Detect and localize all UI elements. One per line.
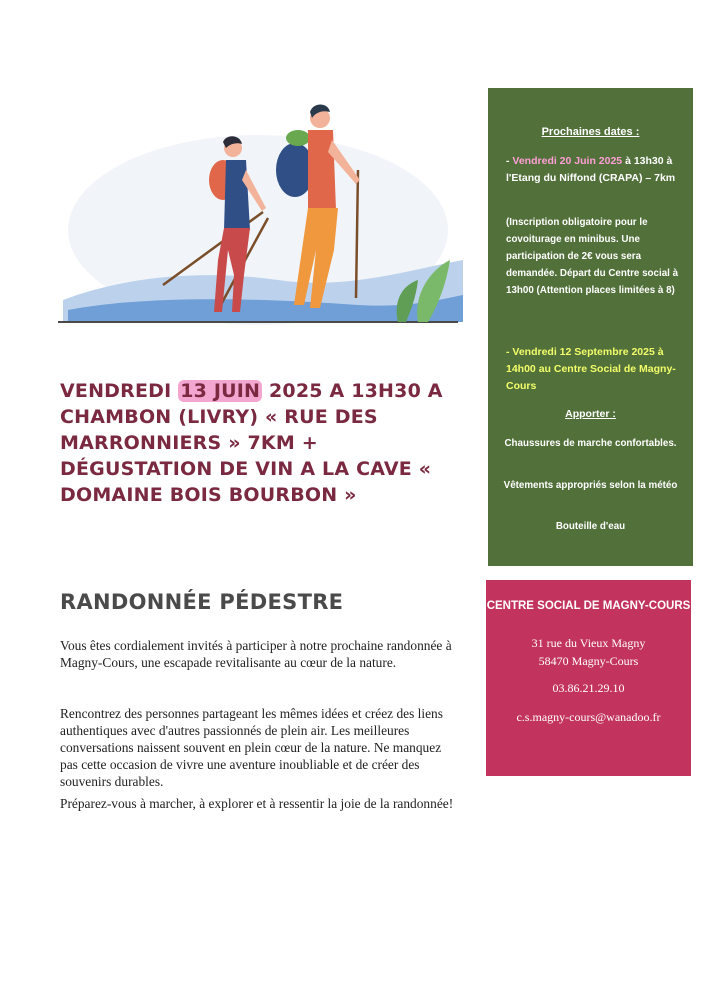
next-date-1 <box>506 153 686 187</box>
section-title: RANDONNÉE PÉDESTRE <box>60 590 344 614</box>
bring-item-water: Bouteille d'eau <box>555 521 626 532</box>
event-headline <box>60 378 470 508</box>
contact-address2: 58470 Magny-Cours <box>538 654 639 668</box>
hikers-illustration-icon <box>58 100 468 332</box>
paragraph-meet: Rencontrez des personnes partageant les mêmes idées et créez des liens authentiques avec d'autres passionnés de plein air. Les meilleures conversations naissent souvent en plein cœur de la nature. Ne manquez pas cette occasion de vivre une aventure inoubliable et de créer des souvenirs durables. <box>60 706 443 789</box>
paragraph-prepare: Préparez-vous à marcher, à explorer et à ressentir la joie de la randonnée! <box>60 796 454 811</box>
next-date-2: - Vendredi 12 Septembre 2025 à 14h00 au Centre Social de Magny-Cours <box>506 346 676 392</box>
date1-prefix: - <box>506 155 513 167</box>
date1-highlight: Vendredi 20 Juin 2025 <box>512 155 623 167</box>
next-dates-box <box>488 88 693 566</box>
bring-item-shoes: Chaussures de marche confortables. <box>504 438 677 449</box>
bring-item-clothes: Vêtements appropriés selon la météo <box>503 480 678 491</box>
contact-box <box>486 580 691 776</box>
registration-note: (Inscription obligatoire pour le covoiturage en minibus. Une participation de 2€ vous sera demandée. Départ du Centre social à 13h00 (Attention places limitées à 8) <box>506 217 679 296</box>
headline-part2: 2025 A 13H30 A CHAMBON (LIVRY) « RUE DES MARRONNIERS » 7KM + DÉGUSTATION DE VIN A LA CAVE « DOMAINE BOIS BOURBON » <box>60 380 443 506</box>
contact-address1: 31 rue du Vieux Magny <box>531 636 646 650</box>
contact-email: c.s.magny-cours@wanadoo.fr <box>516 710 661 724</box>
contact-phone: 03.86.21.29.10 <box>552 681 625 695</box>
contact-name: CENTRE SOCIAL DE MAGNY-COURS <box>486 600 691 612</box>
next-dates-title: Prochaines dates : <box>541 126 640 138</box>
paragraph-invitation: Vous êtes cordialement invités à participer à notre prochaine randonnée à Magny-Cours, une escapade revitalisante au cœur de la nature. <box>60 638 452 670</box>
headline-highlight: 13 JUIN <box>180 380 261 402</box>
date1-rest: à 13h30 à l'Etang du Niffond (CRAPA) – 7km <box>506 155 676 184</box>
headline-part1: VENDREDI <box>60 380 179 402</box>
bring-title: Apporter : <box>565 408 616 420</box>
